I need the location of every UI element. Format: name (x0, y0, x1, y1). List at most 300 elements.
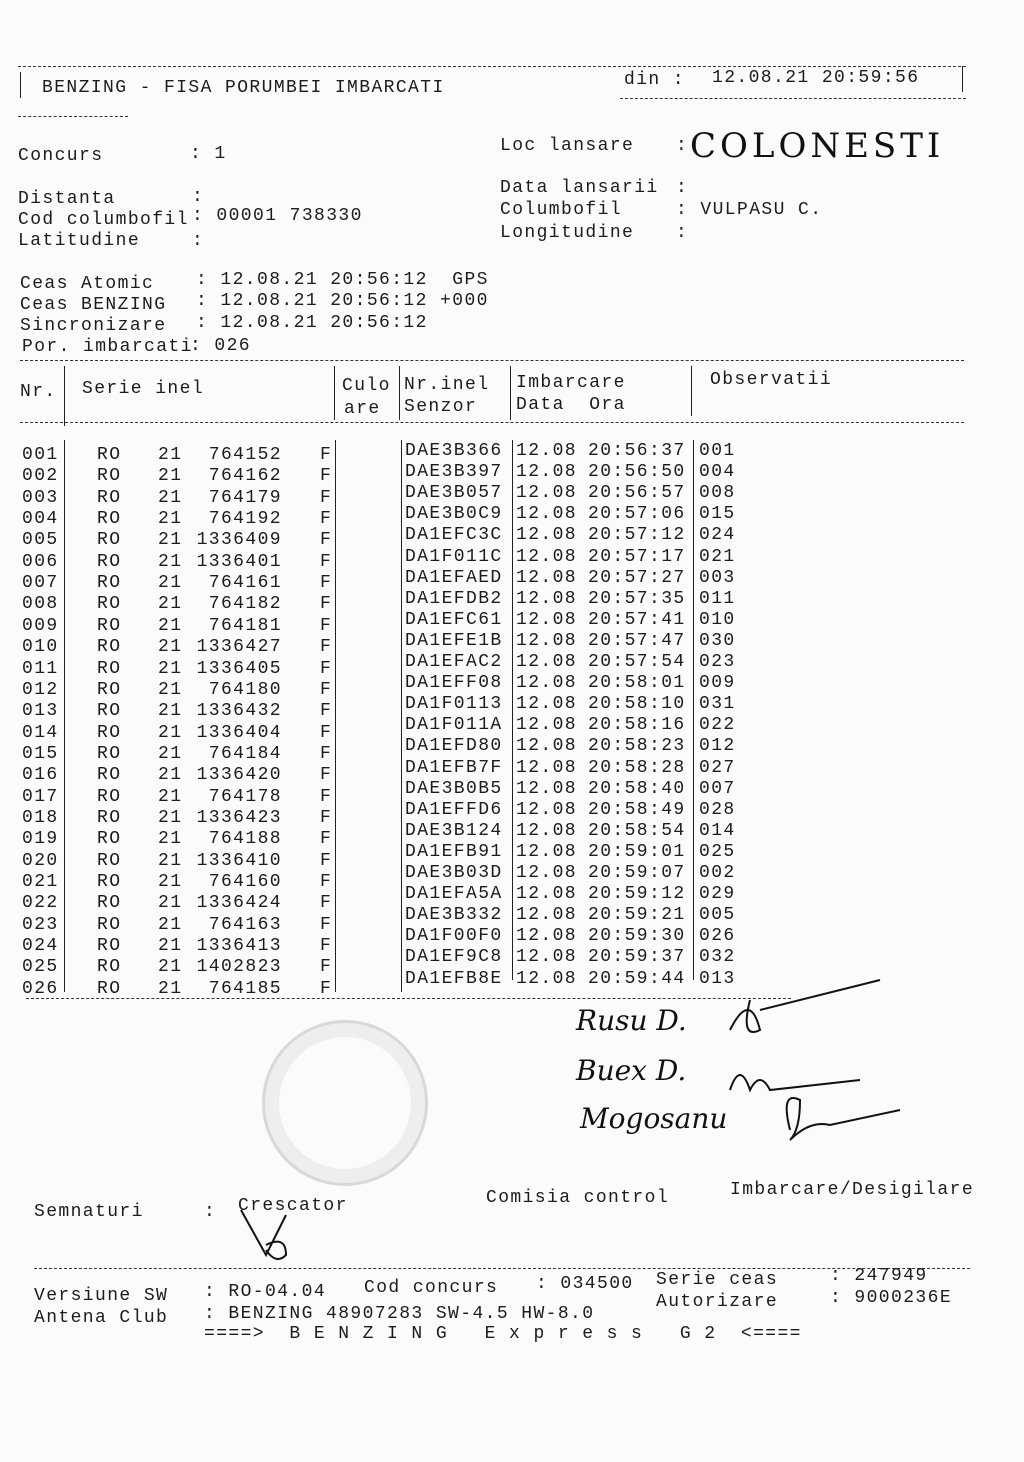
table-row (0, 567, 800, 594)
row-date: 12.08 (516, 504, 578, 525)
row-observatii: 003 (699, 567, 736, 588)
row-date: 12.08 (516, 441, 578, 461)
row-sex: F (320, 637, 333, 658)
row-sensor: DA1EFD80 (405, 736, 503, 757)
imbarcare-desigilare-label: Imbarcare/Desigilare (730, 1180, 975, 1200)
row-nr: 010 (22, 637, 59, 658)
row-sex: F (320, 743, 333, 764)
versiune-sw-value: : RO-04.04 (204, 1282, 327, 1302)
row-date: 12.08 (516, 462, 578, 483)
col-divider (512, 440, 513, 980)
row-nr: 002 (22, 466, 59, 487)
row-country: RO (97, 573, 122, 594)
row-sex: F (320, 829, 333, 850)
row-year: 21 (158, 914, 183, 935)
ceas-benzing-value: : 12.08.21 20:56:12 +000 (196, 291, 489, 311)
table-row (0, 820, 800, 850)
row-year: 21 (158, 658, 183, 679)
table-row (0, 841, 800, 871)
header-left-border (20, 72, 21, 98)
row-date: 12.08 (516, 757, 578, 778)
data-lansarii-value: : (676, 178, 689, 198)
longitudine-value: : (676, 223, 689, 243)
semnaturi-label: Semnaturi (34, 1202, 144, 1222)
row-country: RO (97, 615, 122, 636)
crescator-signature (236, 1205, 306, 1265)
table-row (0, 715, 800, 743)
col-header-culoare: Culo (342, 376, 391, 396)
row-nr: 020 (22, 850, 59, 871)
row-sex: F (320, 850, 333, 871)
row-year: 21 (158, 893, 183, 914)
row-ring-number: 764182 (208, 594, 282, 615)
serie-ceas-value: : 247949 (830, 1266, 928, 1286)
row-sex: F (320, 487, 333, 508)
row-time: 20:59:30 (588, 926, 686, 947)
row-date: 12.08 (516, 884, 578, 905)
row-nr: 003 (22, 487, 59, 508)
row-date: 12.08 (516, 546, 578, 567)
col-divider (335, 440, 336, 992)
row-year: 21 (158, 722, 183, 743)
row-sensor: DA1EFC61 (405, 609, 503, 630)
row-date: 12.08 (516, 630, 578, 651)
row-nr: 016 (22, 765, 59, 786)
din-label: din : (624, 70, 686, 90)
table-row (0, 652, 800, 679)
cod-columbofil-value: : 00001 738330 (192, 206, 363, 226)
row-date: 12.08 (516, 588, 578, 609)
row-year: 21 (158, 957, 183, 978)
row-time: 20:59:44 (588, 968, 686, 989)
row-year: 21 (158, 445, 183, 465)
row-date: 12.08 (516, 905, 578, 926)
row-sensor: DA1EFB7F (405, 757, 503, 778)
row-nr: 022 (22, 893, 59, 914)
row-sensor: DA1EFDB2 (405, 588, 503, 609)
row-date: 12.08 (516, 947, 578, 968)
row-sex: F (320, 573, 333, 594)
row-sensor: DA1EFA5A (405, 884, 503, 905)
row-date: 12.08 (516, 483, 578, 504)
row-nr: 024 (22, 936, 59, 957)
din-value: 12.08.21 20:59:56 (712, 68, 920, 88)
row-sex: F (320, 551, 333, 572)
row-sex: F (320, 807, 333, 828)
col-header-observatii: Observatii (710, 370, 833, 390)
row-year: 21 (158, 615, 183, 636)
col-divider (691, 366, 692, 416)
row-observatii: 010 (699, 609, 736, 630)
row-year: 21 (158, 509, 183, 530)
col-divider (334, 366, 335, 420)
latitudine-label: Latitudine (18, 231, 141, 251)
row-nr: 013 (22, 701, 59, 722)
col-header-nr-inel: Nr.inel (404, 375, 490, 395)
table-top-border (20, 360, 964, 361)
row-year: 21 (158, 829, 183, 850)
association-stamp (262, 1020, 428, 1186)
col-header-imbarcare: Imbarcare (516, 373, 626, 393)
row-time: 20:59:01 (588, 841, 686, 862)
row-date: 12.08 (516, 609, 578, 630)
row-nr: 019 (22, 829, 59, 850)
latitudine-value: : (192, 231, 205, 251)
concurs-value: : 1 (190, 144, 227, 164)
row-nr: 012 (22, 679, 59, 700)
ceas-atomic-value: : 12.08.21 20:56:12 GPS (196, 270, 489, 290)
row-observatii: 030 (699, 630, 736, 651)
row-year: 21 (158, 679, 183, 700)
row-ring-number: 1402823 (196, 957, 282, 978)
autorizare-value: : 9000236E (830, 1288, 953, 1308)
row-year: 21 (158, 487, 183, 508)
row-sensor: DA1EFC3C (405, 525, 503, 546)
row-nr: 026 (22, 978, 59, 999)
row-year: 21 (158, 466, 183, 487)
row-date: 12.08 (516, 799, 578, 820)
row-year: 21 (158, 936, 183, 957)
row-time: 20:57:27 (588, 567, 686, 588)
table-row (0, 694, 800, 722)
row-date: 12.08 (516, 926, 578, 947)
row-nr: 014 (22, 722, 59, 743)
row-sensor: DA1EFAC2 (405, 652, 503, 672)
row-time: 20:56:50 (588, 462, 686, 483)
row-sensor: DA1EF9C8 (405, 947, 503, 968)
col-divider (693, 440, 694, 980)
table-row (0, 799, 800, 828)
row-nr: 018 (22, 807, 59, 828)
row-country: RO (97, 893, 122, 914)
row-country: RO (97, 765, 122, 786)
row-sex: F (320, 936, 333, 957)
row-date: 12.08 (516, 841, 578, 862)
row-country: RO (97, 722, 122, 743)
row-year: 21 (158, 573, 183, 594)
table-row (0, 630, 800, 658)
row-time: 20:57:35 (588, 588, 686, 609)
row-observatii: 014 (699, 820, 736, 841)
table-row (0, 588, 800, 615)
row-sex: F (320, 615, 333, 636)
columbofil-value: : VULPASU C. (676, 200, 823, 220)
row-sex: F (320, 445, 333, 465)
col-header-nr: Nr. (20, 382, 57, 402)
row-year: 21 (158, 765, 183, 786)
benzing-banner: ====> B E N Z I N G E x p r e s s G 2 <==== (204, 1324, 802, 1344)
row-ring-number: 1336424 (196, 893, 282, 914)
row-sensor: DA1F011A (405, 715, 503, 736)
row-observatii: 022 (699, 715, 736, 736)
row-ring-number: 764162 (208, 466, 282, 487)
row-date: 12.08 (516, 820, 578, 841)
row-ring-number: 1336432 (196, 701, 282, 722)
row-year: 21 (158, 850, 183, 871)
row-sex: F (320, 872, 333, 892)
distanta-label: Distanta (18, 189, 116, 209)
col-header-serie-inel: Serie inel (82, 379, 205, 399)
row-year: 21 (158, 637, 183, 658)
table-row (0, 609, 800, 636)
row-date: 12.08 (516, 863, 578, 883)
row-sex: F (320, 978, 333, 999)
row-sex: F (320, 765, 333, 786)
row-date: 12.08 (516, 715, 578, 736)
row-country: RO (97, 936, 122, 957)
row-sex: F (320, 786, 333, 807)
row-nr: 015 (22, 743, 59, 764)
row-sensor: DA1EFE1B (405, 630, 503, 651)
row-sensor: DA1EFFD6 (405, 799, 503, 820)
row-nr: 025 (22, 957, 59, 978)
row-sensor: DA1F011C (405, 546, 503, 567)
row-sensor: DAE3B0B5 (405, 778, 503, 799)
row-time: 20:58:54 (588, 820, 686, 841)
col-header-senzor: Senzor (404, 397, 478, 417)
row-time: 20:58:28 (588, 757, 686, 778)
row-time: 20:57:47 (588, 630, 686, 651)
antena-club-label: Antena Club (34, 1308, 169, 1328)
row-observatii: 028 (699, 799, 736, 820)
table-row (0, 947, 800, 978)
row-country: RO (97, 466, 122, 487)
antena-club-value: : BENZING 48907283 SW-4.5 HW-8.0 (204, 1304, 595, 1324)
row-ring-number: 1336413 (196, 936, 282, 957)
row-ring-number: 1336420 (196, 765, 282, 786)
row-ring-number: 1336427 (196, 637, 282, 658)
sincronizare-label: Sincronizare (20, 316, 167, 336)
row-time: 20:58:40 (588, 778, 686, 799)
row-observatii: 023 (699, 652, 736, 672)
row-time: 20:59:12 (588, 884, 686, 905)
row-nr: 011 (22, 658, 59, 679)
row-time: 20:56:37 (588, 441, 686, 461)
row-ring-number: 1336423 (196, 807, 282, 828)
distanta-value: : (192, 187, 205, 207)
row-observatii: 032 (699, 947, 736, 968)
row-time: 20:58:01 (588, 673, 686, 694)
row-year: 21 (158, 530, 183, 551)
row-sensor: DA1F00F0 (405, 926, 503, 947)
row-country: RO (97, 487, 122, 508)
row-ring-number: 764185 (208, 978, 282, 999)
row-year: 21 (158, 743, 183, 764)
row-sex: F (320, 893, 333, 914)
row-ring-number: 764192 (208, 509, 282, 530)
row-country: RO (97, 743, 122, 764)
row-ring-number: 1336405 (196, 658, 282, 679)
row-time: 20:57:41 (588, 609, 686, 630)
row-sensor: DA1EFAED (405, 567, 503, 588)
semnaturi-colon: : (204, 1202, 217, 1222)
header-bottom-border (18, 116, 128, 117)
row-year: 21 (158, 594, 183, 615)
row-date: 12.08 (516, 778, 578, 799)
table-row (0, 884, 800, 914)
table-header-border (20, 422, 964, 423)
row-time: 20:59:21 (588, 905, 686, 926)
row-sex: F (320, 509, 333, 530)
versiune-sw-label: Versiune SW (34, 1286, 169, 1306)
row-sensor: DAE3B0C9 (405, 504, 503, 525)
row-observatii: 026 (699, 926, 736, 947)
row-observatii: 029 (699, 884, 736, 905)
table-row (0, 462, 800, 487)
row-year: 21 (158, 551, 183, 572)
row-sex: F (320, 679, 333, 700)
row-country: RO (97, 872, 122, 892)
row-nr: 021 (22, 872, 59, 892)
por-imbarcati-label: Por. imbarcati (22, 337, 193, 357)
row-date: 12.08 (516, 567, 578, 588)
row-time: 20:57:54 (588, 652, 686, 672)
row-observatii: 031 (699, 694, 736, 715)
row-time: 20:58:23 (588, 736, 686, 757)
sincronizare-value: : 12.08.21 20:56:12 (196, 313, 428, 333)
autorizare-label: Autorizare (656, 1292, 779, 1312)
row-observatii: 007 (699, 778, 736, 799)
row-sensor: DA1EFB91 (405, 841, 503, 862)
row-country: RO (97, 957, 122, 978)
row-date: 12.08 (516, 652, 578, 672)
table-row (0, 926, 800, 957)
table-row (0, 905, 800, 935)
row-ring-number: 764160 (208, 872, 282, 892)
col-divider (401, 440, 402, 992)
row-ring-number: 764180 (208, 679, 282, 700)
cod-concurs-label: Cod concurs (364, 1278, 499, 1298)
row-nr: 004 (22, 509, 59, 530)
signature-rusu: Rusu D. (576, 1004, 687, 1037)
table-row (0, 441, 800, 465)
loc-lansare-label: Loc lansare (500, 136, 635, 156)
row-time: 20:59:07 (588, 863, 686, 883)
row-ring-number: 1336410 (196, 850, 282, 871)
row-sex: F (320, 530, 333, 551)
row-ring-number: 1336409 (196, 530, 282, 551)
row-sex: F (320, 701, 333, 722)
row-sex: F (320, 658, 333, 679)
row-ring-number: 764181 (208, 615, 282, 636)
col-divider (510, 366, 511, 420)
row-country: RO (97, 551, 122, 572)
row-ring-number: 1336401 (196, 551, 282, 572)
row-country: RO (97, 786, 122, 807)
table-row (0, 757, 800, 786)
row-country: RO (97, 807, 122, 828)
row-observatii: 009 (699, 673, 736, 694)
row-country: RO (97, 530, 122, 551)
row-observatii: 005 (699, 905, 736, 926)
crescator-label: Crescator (238, 1196, 348, 1216)
columbofil-label: Columbofil (500, 200, 623, 220)
row-observatii: 002 (699, 863, 736, 883)
table-row (0, 778, 800, 807)
row-time: 20:57:06 (588, 504, 686, 525)
longitudine-label: Longitudine (500, 223, 635, 243)
row-date: 12.08 (516, 736, 578, 757)
row-time: 20:59:37 (588, 947, 686, 968)
table-row (0, 525, 800, 551)
row-country: RO (97, 679, 122, 700)
row-country: RO (97, 658, 122, 679)
signature-mogosanu: Mogosanu (580, 1102, 728, 1135)
row-observatii: 021 (699, 546, 736, 567)
row-nr: 009 (22, 615, 59, 636)
table-row (0, 546, 800, 572)
row-nr: 007 (22, 573, 59, 594)
table-row (0, 483, 800, 508)
row-ring-number: 764152 (208, 445, 282, 465)
row-date: 12.08 (516, 694, 578, 715)
row-time: 20:58:49 (588, 799, 686, 820)
row-time: 20:56:57 (588, 483, 686, 504)
row-country: RO (97, 509, 122, 530)
row-sex: F (320, 957, 333, 978)
row-sensor: DA1EFB8E (405, 968, 503, 989)
row-year: 21 (158, 701, 183, 722)
row-nr: 001 (22, 445, 59, 465)
row-observatii: 024 (699, 525, 736, 546)
row-sensor: DAE3B332 (405, 905, 503, 926)
row-observatii: 027 (699, 757, 736, 778)
row-sensor: DAE3B397 (405, 462, 503, 483)
row-country: RO (97, 701, 122, 722)
table-row (0, 504, 800, 530)
row-country: RO (97, 594, 122, 615)
row-time: 20:57:12 (588, 525, 686, 546)
row-sensor: DA1F0113 (405, 694, 503, 715)
header-bottom-border-right (620, 98, 966, 99)
row-nr: 017 (22, 786, 59, 807)
row-sex: F (320, 914, 333, 935)
row-observatii: 004 (699, 462, 736, 483)
row-country: RO (97, 829, 122, 850)
row-nr: 008 (22, 594, 59, 615)
row-ring-number: 764161 (208, 573, 282, 594)
data-lansarii-label: Data lansarii (500, 178, 659, 198)
row-nr: 005 (22, 530, 59, 551)
row-ring-number: 1336404 (196, 722, 282, 743)
row-country: RO (97, 850, 122, 871)
row-sex: F (320, 466, 333, 487)
col-divider (64, 366, 65, 426)
serie-ceas-label: Serie ceas (656, 1270, 779, 1290)
row-sex: F (320, 594, 333, 615)
row-time: 20:58:10 (588, 694, 686, 715)
cod-columbofil-label: Cod columbofil (18, 210, 189, 230)
row-observatii: 013 (699, 968, 736, 989)
signature-scribbles (580, 970, 910, 1150)
row-year: 21 (158, 786, 183, 807)
row-ring-number: 764179 (208, 487, 282, 508)
col-header-culoare-2: are (344, 399, 381, 419)
row-ring-number: 764188 (208, 829, 282, 850)
row-sensor: DAE3B124 (405, 820, 503, 841)
row-country: RO (97, 914, 122, 935)
ceas-atomic-label: Ceas Atomic (20, 274, 155, 294)
row-observatii: 008 (699, 483, 736, 504)
row-observatii: 011 (699, 588, 736, 609)
row-sensor: DAE3B057 (405, 483, 503, 504)
por-imbarcati-value: : 026 (190, 336, 252, 356)
signature-buex: Buex D. (576, 1054, 687, 1087)
row-country: RO (97, 978, 122, 999)
row-observatii: 012 (699, 736, 736, 757)
row-ring-number: 764178 (208, 786, 282, 807)
row-sensor: DA1EFF08 (405, 673, 503, 694)
